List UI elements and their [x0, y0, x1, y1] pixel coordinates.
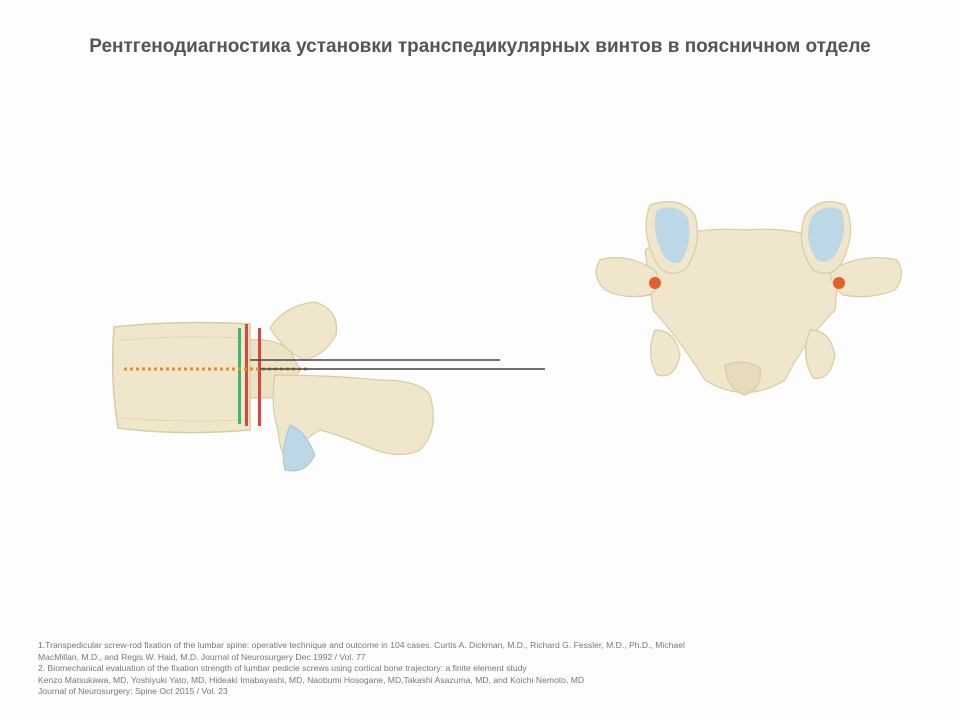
- lateral-vertebra-illustration: [100, 280, 560, 480]
- reference-line: 2. Biomechanical evaluation of the fixation strength of lumbar pedicle screws using cortical bone trajectory: a finite element study: [38, 663, 527, 674]
- reference-line: MacMillan, M.D., and Regis W. Haid, M.D. Journal of Neurosurgery Dec 1992 / Vol. 77: [38, 651, 366, 662]
- marker-red-line: [245, 324, 248, 426]
- reference-line: Journal of Neurosurgery: Spine Oct 2015 / Vol. 23: [38, 686, 228, 697]
- slide-title: Рентгенодиагностика установки транспедикулярных винтов в поясничном отделе: [89, 36, 871, 57]
- reference-line: Kenzo Matsukawa, MD, Yoshiyuki Yato, MD, Hideaki Imabayashi, MD, Naobumi Hosogane, MD,Takashi Asazuma, MD, and Koichi Nemoto, MD: [38, 674, 585, 685]
- entry-point-left: [649, 277, 661, 289]
- marker-red-line-posterior: [258, 328, 261, 426]
- marker-green-line: [238, 328, 241, 424]
- reference-line: 1.Transpedicular screw-rod fixation of the lumbar spine: operative technique and outcome in 104 cases. Curtis A. Dickman, M.D., Richard G. Fessler, M.D., Ph.D., Michael: [38, 640, 685, 650]
- entry-point-right: [833, 277, 845, 289]
- references: [38, 640, 918, 698]
- posterior-vertebra-illustration: [585, 190, 915, 420]
- inferior-process-right: [806, 330, 835, 379]
